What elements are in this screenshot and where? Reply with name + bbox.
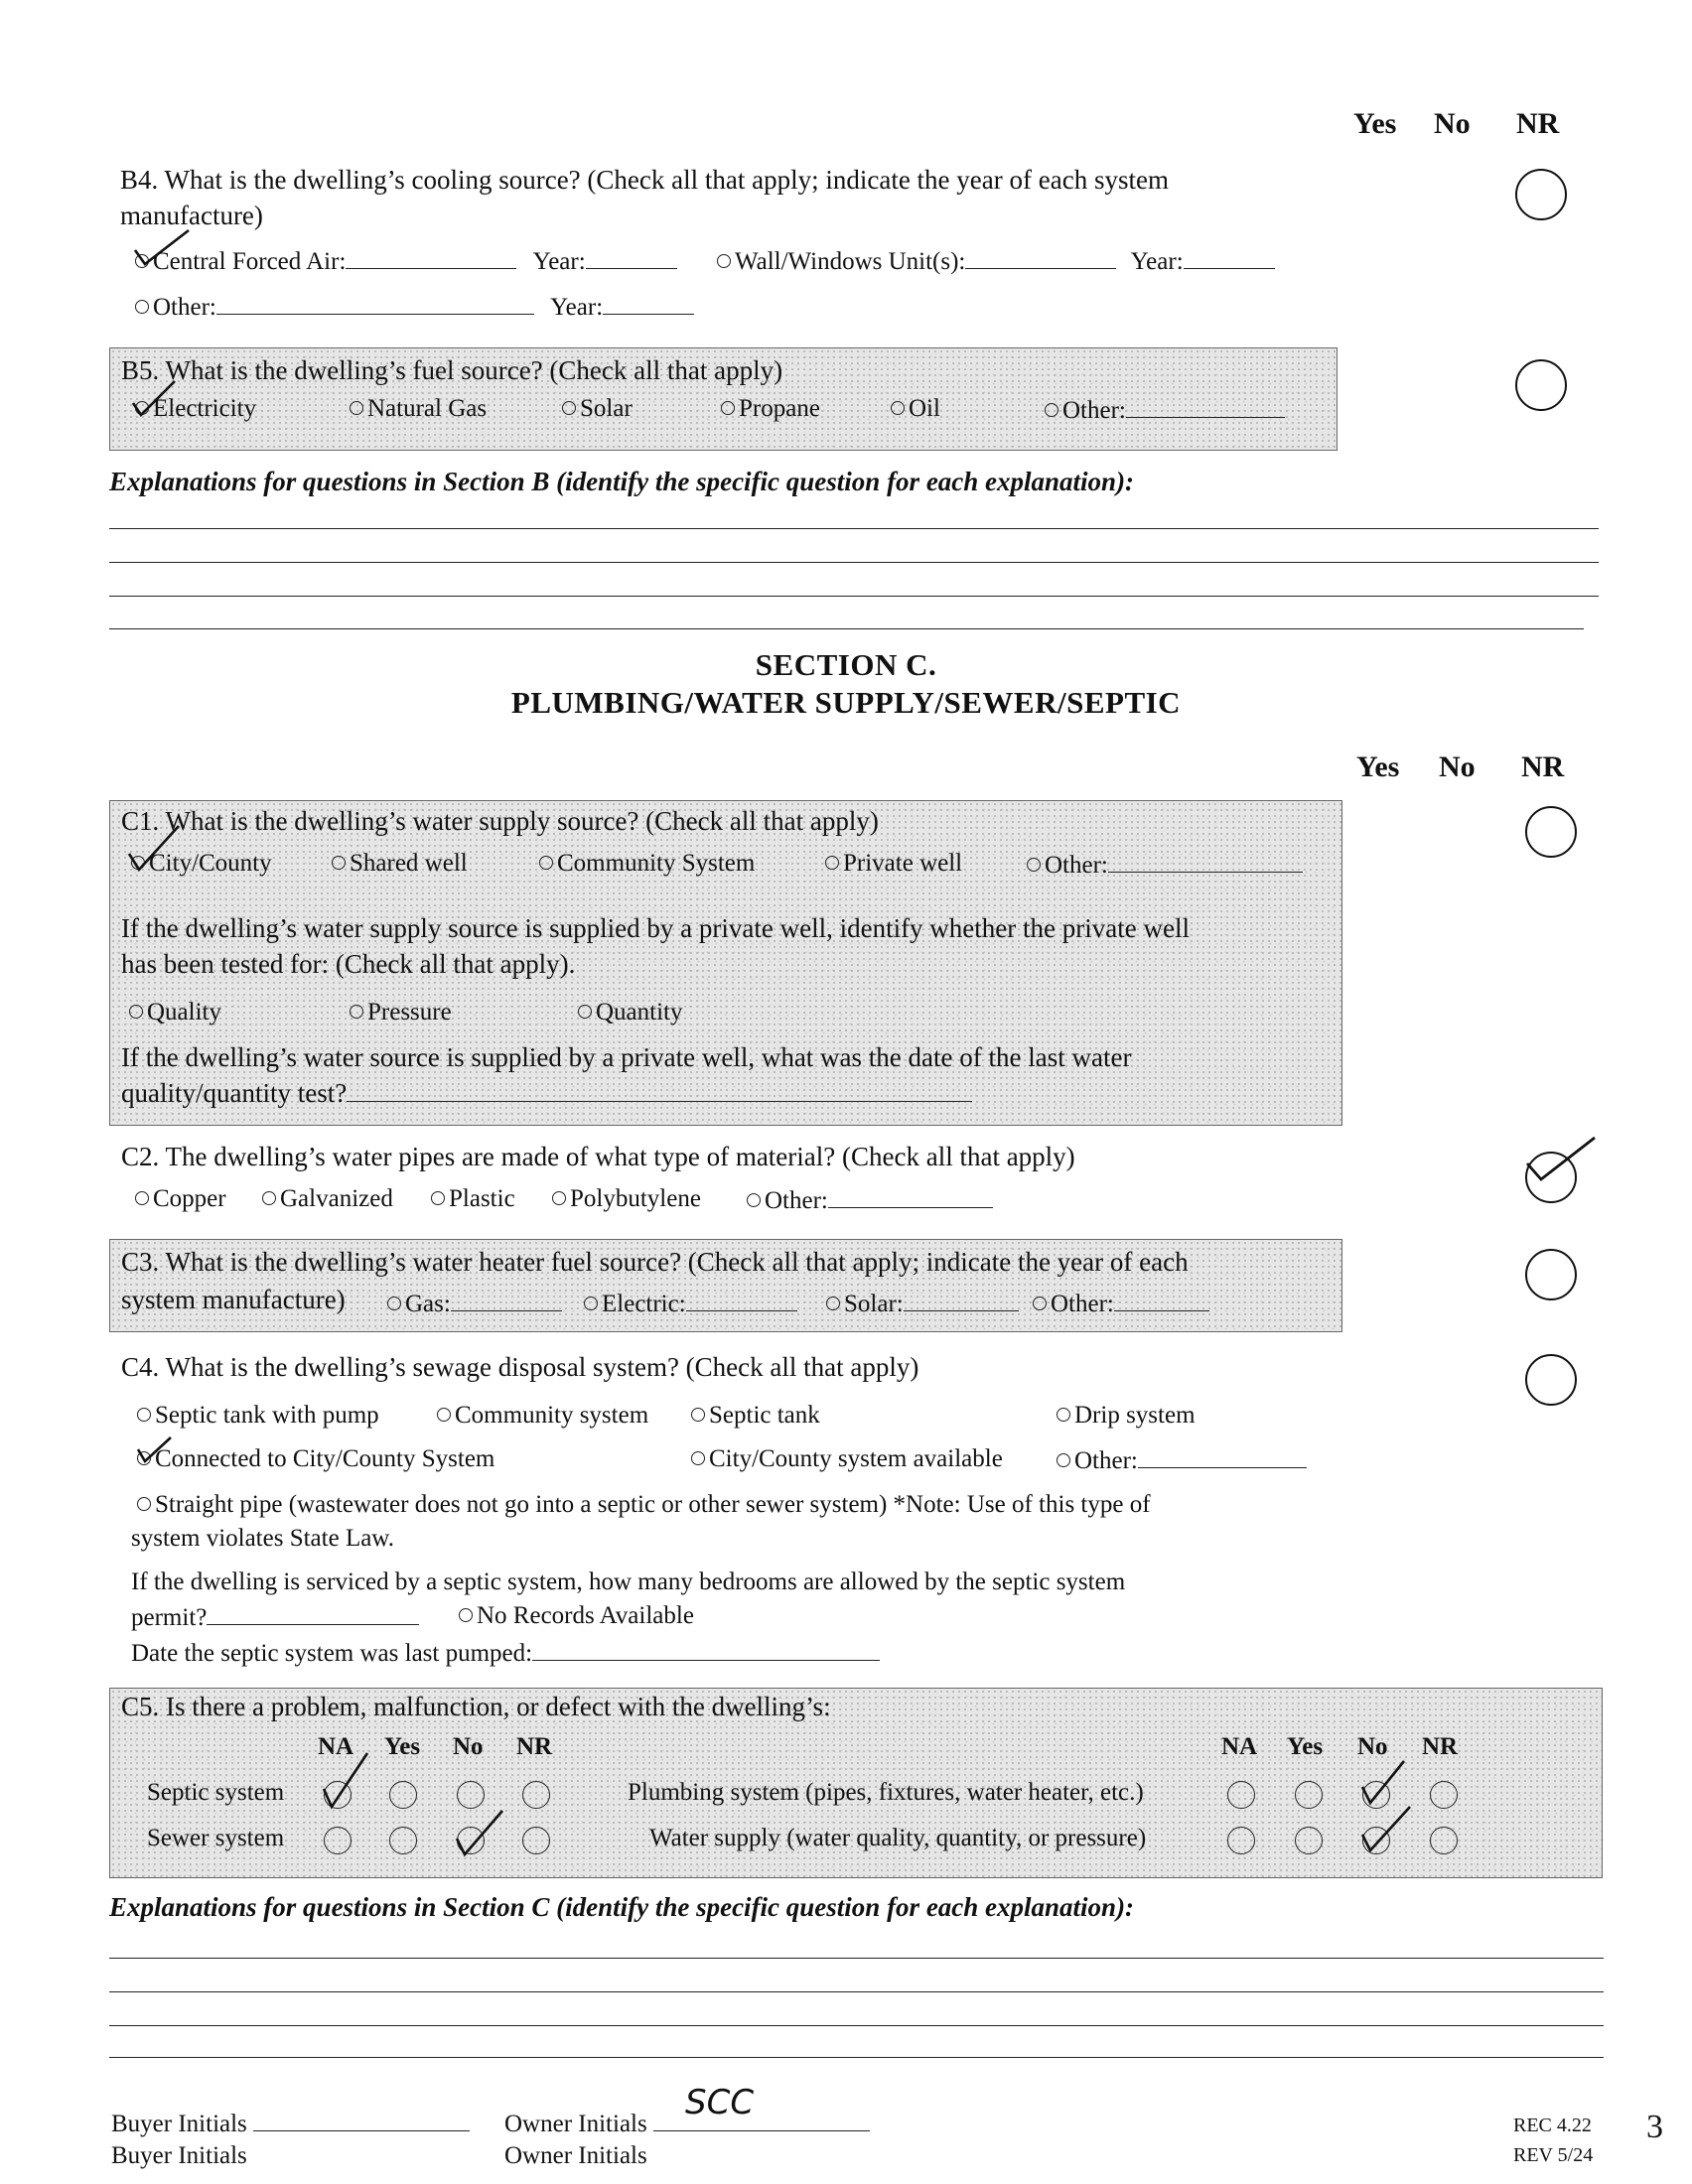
section-c-subtitle: PLUMBING/WATER SUPPLY/SEWER/SEPTIC [510,685,1182,720]
c4-option-label: Community system [455,1402,649,1429]
radio-icon [717,254,731,268]
radio-icon [262,1191,276,1205]
c4-option-other[interactable] [1057,1445,1307,1475]
c5-water-yes-radio[interactable] [1295,1827,1323,1854]
c1-option-label: Private well [843,850,963,877]
c2-option-plastic[interactable] [431,1185,515,1213]
radio-icon [539,856,553,870]
radio-icon [431,1191,445,1205]
c2-option-label: Galvanized [280,1185,393,1212]
c3-option-electric[interactable] [584,1289,797,1318]
c5-right-col-nr: NR [1422,1733,1459,1760]
radio-icon [691,1451,705,1465]
radio-icon [825,856,839,870]
explanation-line[interactable] [109,1958,1604,1959]
c4-bedrooms-question-line2 [131,1602,419,1632]
b4-central-forced-air-option[interactable] [135,246,677,276]
section-b-explanations-label: Explanations for questions in Section B (identify the specific question for each explanation): [109,467,1135,496]
c4-question: C4. What is the dwelling’s sewage disposal system? (Check all that apply) [121,1352,919,1382]
radio-icon [135,300,149,314]
c5-left-col-yes: Yes [384,1733,421,1760]
radio-icon [1057,1408,1070,1422]
b4-wall-label: Wall/Windows Unit(s): [735,248,966,275]
c5-question: C5. Is there a problem, malfunction, or defect with the dwelling’s: [121,1692,831,1721]
c1-option-community-system[interactable] [539,850,755,878]
yes-column-header: Yes [1353,107,1397,140]
b5-option-label: Solar [580,395,633,422]
c5-right-col-no: No [1357,1733,1388,1760]
radio-icon [552,1191,566,1205]
c5-left-col-no: No [453,1733,484,1760]
radio-icon [387,1297,401,1310]
c1-date-label: quality/quantity test? [121,1078,348,1108]
nr-column-header: NR [1516,107,1560,140]
c3-nr-radio[interactable] [1525,1249,1577,1300]
c1-question: C1. What is the dwelling’s water supply source? (Check all that apply) [121,806,879,836]
c5-water-na-radio[interactable] [1227,1827,1255,1854]
b5-electricity-checkmark-icon [129,379,179,421]
radio-icon [437,1408,451,1422]
c5-left-col-na: NA [318,1733,354,1760]
c2-option-polybutylene[interactable] [552,1185,701,1213]
c2-option-label: Plastic [449,1185,515,1212]
b4-central-blank[interactable] [346,246,516,269]
c4-bedrooms-question-line1: If the dwelling is serviced by a septic system, how many bedrooms are allowed by the septic system [131,1569,1126,1595]
c4-option-label: Connected to City/County System [155,1445,495,1472]
c1-date-blank[interactable] [347,1079,972,1102]
c3-option-label: Other: [1051,1291,1114,1317]
c4-option-connected-city[interactable] [137,1445,494,1473]
page-number: 3 [1646,2109,1663,2145]
b4-wall-year-blank[interactable] [1184,246,1275,269]
c5-septic-no-radio[interactable] [457,1781,485,1809]
b4-nr-radio[interactable] [1515,169,1567,220]
c3-solar-blank[interactable] [904,1289,1019,1311]
c1-test-label: Pressure [367,999,452,1025]
section-c-explanations-label: Explanations for questions in Section C (identify the specific question for each explanation): [109,1892,1135,1922]
c5-septic-yes-radio[interactable] [389,1781,417,1809]
explanation-line[interactable] [109,562,1599,563]
c1-nr-radio[interactable] [1525,806,1577,858]
c2-option-other[interactable] [747,1185,993,1215]
b5-question: B5. What is the dwelling’s fuel source? (Check all that apply) [121,355,783,385]
c5-sewer-na-radio[interactable] [324,1827,352,1854]
c4-option-community-system[interactable] [437,1402,648,1430]
c3-option-other[interactable] [1033,1289,1209,1318]
c3-option-label: Electric: [602,1291,686,1317]
c4-bedrooms-blank[interactable] [207,1602,419,1625]
radio-icon [584,1297,598,1310]
c4-option-label: City/County system available [709,1445,1003,1472]
radio-icon [1027,858,1041,872]
radio-icon [691,1408,705,1422]
radio-icon [332,856,346,870]
c5-water-supply-label: Water supply (water quality, quantity, or pressure) [649,1825,1147,1851]
b4-central-label: Central Forced Air: [153,248,347,275]
radio-icon [891,401,905,415]
c1-test-quality[interactable] [129,999,221,1026]
owner-initials-label: Owner Initials [504,2111,647,2137]
explanation-line[interactable] [109,528,1599,529]
b5-option-solar[interactable] [562,395,633,423]
c3-option-label: Gas: [405,1291,451,1317]
c4-option-label: Septic tank [709,1402,820,1429]
buyer-initials-duplicate: Buyer Initials [111,2142,247,2169]
b5-option-other[interactable] [1045,395,1285,425]
explanation-line[interactable] [109,1991,1604,1992]
form-revision: REV 5/24 [1513,2144,1594,2166]
radio-icon [721,401,735,415]
c5-plumbing-yes-radio[interactable] [1295,1781,1323,1809]
radio-icon [137,1497,151,1511]
radio-icon [459,1608,473,1622]
b4-other-blank[interactable] [216,292,534,315]
c5-septic-label: Septic system [147,1779,285,1806]
radio-icon [562,401,576,415]
c1-option-label: Other: [1045,852,1108,879]
b4-other-option[interactable] [135,292,694,322]
b5-option-label: Propane [739,395,820,422]
c4-straight-line2: system violates State Law. [131,1525,394,1552]
yes-column-header: Yes [1356,751,1400,783]
c5-water-nr-radio[interactable] [1430,1827,1458,1854]
c4-no-records-option[interactable] [459,1602,694,1630]
radio-icon [1057,1453,1070,1467]
c5-plumbing-nr-radio[interactable] [1430,1781,1458,1809]
c1-test-quantity[interactable] [578,999,683,1026]
explanation-line[interactable] [109,628,1584,629]
b4-wall-unit-option[interactable] [717,246,1275,276]
c1-option-private-well[interactable] [825,850,962,878]
b4-year-label: Year: [550,294,604,321]
c4-pumped-question [131,1638,880,1668]
b5-option-label: Electricity [153,395,257,422]
radio-icon [826,1297,840,1310]
radio-icon [137,1408,151,1422]
explanation-line[interactable] [109,2057,1604,2058]
c1-option-shared-well[interactable] [332,850,468,878]
c1-option-label: Community System [557,850,756,877]
form-id: REC 4.22 [1513,2115,1592,2136]
c4-no-records-label: No Records Available [477,1602,694,1629]
c1-other-blank[interactable] [1108,850,1303,873]
c4-option-city-available[interactable] [691,1445,1003,1473]
c1-option-label: Shared well [350,850,468,877]
c3-electric-blank[interactable] [686,1289,797,1311]
owner-initials-duplicate: Owner Initials [504,2142,647,2169]
c5-sewer-label: Sewer system [147,1825,285,1851]
c4-option-label: Other: [1074,1447,1138,1474]
c4-option-drip-system[interactable] [1057,1402,1196,1430]
c4-pumped-label: Date the septic system was last pumped: [131,1640,533,1667]
c5-sewer-yes-radio[interactable] [389,1827,417,1854]
c4-other-blank[interactable] [1138,1445,1307,1468]
c5-sewer-nr-radio[interactable] [522,1827,550,1854]
c3-gas-blank[interactable] [451,1289,562,1311]
c1-test-label: Quality [147,999,221,1025]
explanation-line[interactable] [109,2025,1604,2026]
c5-right-col-yes: Yes [1287,1733,1324,1760]
c2-nr-checkmark-icon [1519,1134,1599,1185]
b5-option-label: Natural Gas [367,395,488,422]
b5-option-label: Other: [1062,397,1126,424]
c5-sewer-no-checkmark-icon [453,1809,506,1858]
c4-straight-label: Straight pipe (wastewater does not go into a septic or other sewer system) *Note: Use of this type of [155,1491,1151,1518]
c1-well-question-line1: If the dwelling’s water supply source is supplied by a private well, identify whether the private well [121,913,1190,943]
section-c-title: SECTION C. [755,647,937,682]
c1-option-other[interactable] [1027,850,1303,880]
no-column-header: No [1439,751,1476,783]
c2-question: C2. The dwelling’s water pipes are made of what type of material? (Check all that apply) [121,1142,1075,1171]
b4-central-checkmark-icon [131,228,195,272]
c4-permit-label: permit? [131,1604,208,1631]
c2-option-label: Copper [153,1185,226,1212]
c4-option-septic-tank[interactable] [691,1402,820,1430]
c2-option-label: Polybutylene [570,1185,701,1212]
b4-wall-blank[interactable] [965,246,1116,269]
c2-option-galvanized[interactable] [262,1185,393,1213]
c5-plumbing-no-checkmark-icon [1358,1757,1408,1809]
radio-icon [1033,1297,1047,1310]
c1-option-label: City/County [149,850,272,877]
b4-year-label: Year: [532,248,586,275]
b5-option-natural-gas[interactable] [350,395,487,423]
b5-other-blank[interactable] [1126,395,1285,418]
c1-date-question-line2 [121,1078,972,1109]
radio-icon [135,1191,149,1205]
c5-septic-na-checkmark-icon [320,1751,371,1811]
b4-question-line1: B4. What is the dwelling’s cooling source? (Check all that apply; indicate the year of each system [120,165,1169,195]
c4-option-label: Septic tank with pump [155,1402,379,1429]
b4-central-year-blank[interactable] [586,246,677,269]
nr-column-header: NR [1521,751,1565,783]
b4-year-label: Year: [1130,248,1184,275]
c5-plumbing-label: Plumbing system (pipes, fixtures, water heater, etc.) [628,1779,1144,1806]
c4-option-septic-with-pump[interactable] [137,1402,379,1430]
no-column-header: No [1434,107,1471,140]
radio-icon [350,1005,363,1019]
b4-question-line2: manufacture) [120,201,263,230]
c4-connected-checkmark-icon [135,1435,175,1465]
explanation-line[interactable] [109,596,1599,597]
c3-option-label: Solar: [844,1291,904,1317]
b5-option-oil[interactable] [891,395,940,423]
c3-question-line1: C3. What is the dwelling’s water heater fuel source? (Check all that apply; indicate the year of each [121,1247,1189,1277]
c4-option-straight-pipe[interactable] [137,1491,1151,1519]
c5-septic-nr-radio[interactable] [522,1781,550,1809]
c1-date-question-line1: If the dwelling’s water source is supplied by a private well, what was the date of the last water [121,1042,1132,1072]
c5-right-col-na: NA [1221,1733,1258,1760]
b5-nr-radio[interactable] [1515,359,1567,411]
b5-option-propane[interactable] [721,395,820,423]
owner-initials-handwritten: SCC [685,2083,755,2122]
buyer-initials [111,2109,470,2138]
c4-pumped-blank[interactable] [532,1638,880,1661]
c3-other-blank[interactable] [1114,1289,1209,1311]
c1-city-county-checkmark-icon [125,824,183,876]
b4-other-year-blank[interactable] [603,292,694,315]
buyer-initials-label: Buyer Initials [111,2111,247,2137]
radio-icon [129,1005,143,1019]
radio-icon [578,1005,592,1019]
c4-option-label: Drip system [1074,1402,1196,1429]
c1-test-label: Quantity [596,999,683,1025]
radio-icon [350,401,363,415]
radio-icon [1045,403,1058,417]
c5-water-no-checkmark-icon [1358,1805,1414,1856]
c1-well-question-line2: has been tested for: (Check all that apply). [121,949,576,979]
c5-plumbing-na-radio[interactable] [1227,1781,1255,1809]
c2-option-copper[interactable] [135,1185,226,1213]
buyer-initials-blank[interactable] [253,2109,470,2131]
c4-nr-radio[interactable] [1525,1354,1577,1406]
c3-option-gas[interactable] [387,1289,562,1318]
c2-option-label: Other: [765,1187,828,1214]
c2-other-blank[interactable] [828,1185,993,1208]
b4-other-label: Other: [153,294,216,321]
c3-question-line2: system manufacture) [121,1285,346,1314]
radio-icon [747,1193,761,1207]
c5-left-col-nr: NR [516,1733,553,1760]
b5-option-label: Oil [909,395,940,422]
c1-test-pressure[interactable] [350,999,452,1026]
c3-option-solar[interactable] [826,1289,1019,1318]
